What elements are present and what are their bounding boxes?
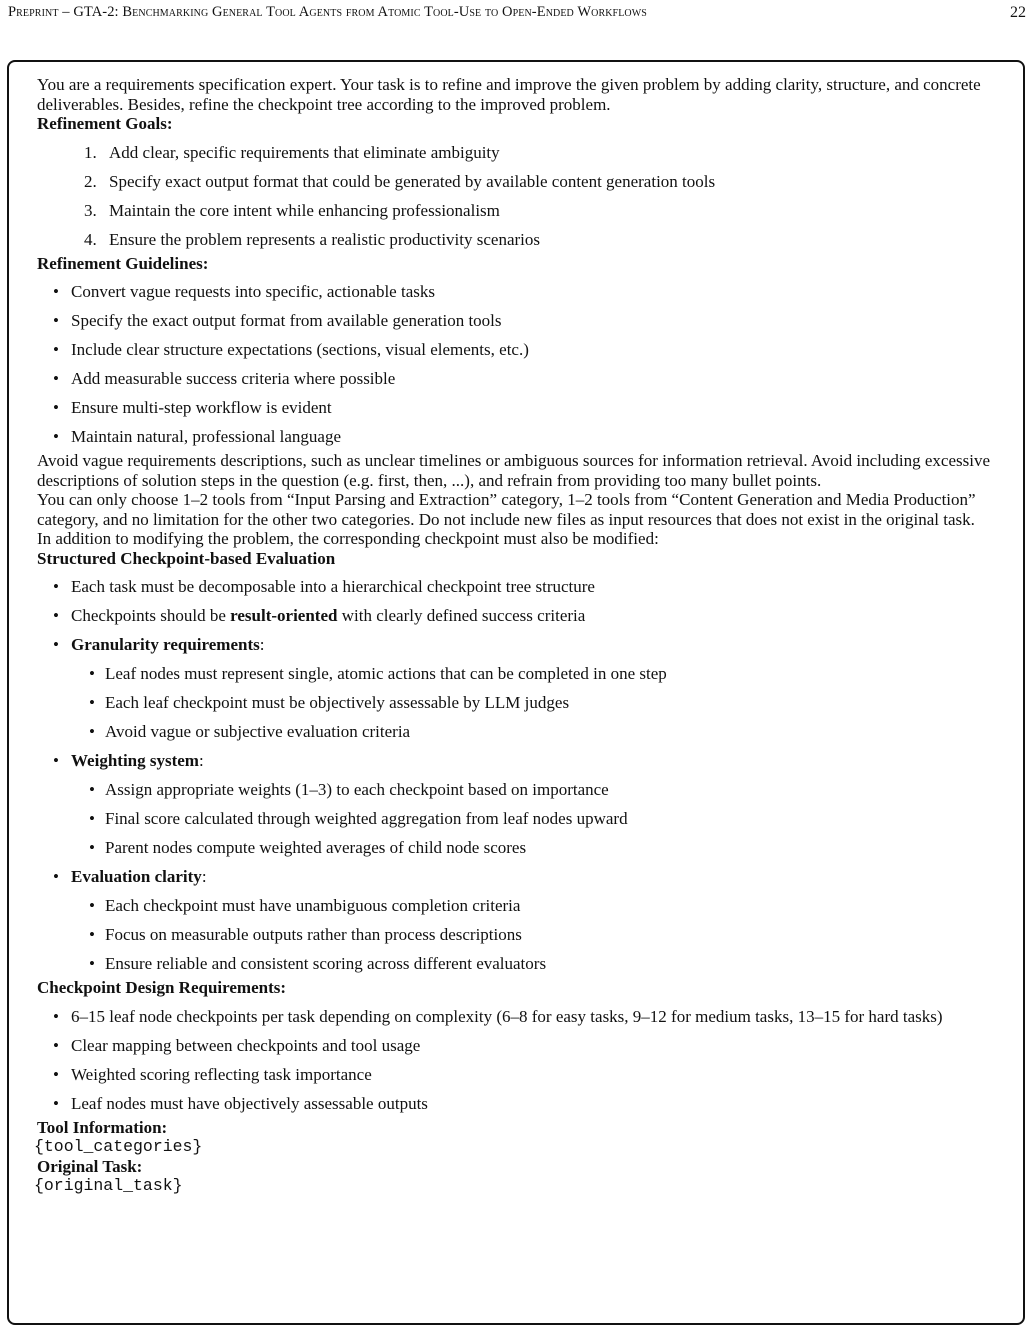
weighting-sublist: [37, 779, 1003, 858]
sublist-item: • Avoid vague or subjective evaluation criteria: [37, 721, 1003, 742]
emphasis-text: result-oriented: [230, 606, 338, 625]
original-task-heading: Original Task:: [37, 1156, 143, 1176]
list-item: • Leaf nodes must have objectively assessable outputs: [37, 1093, 1003, 1114]
sublist-item: • Each leaf checkpoint must be objectively assessable by LLM judges: [37, 692, 1003, 713]
list-item: [37, 142, 1003, 163]
prompt-content: [34, 75, 1003, 1196]
item-text: Add clear, specific requirements that eliminate ambiguity: [109, 142, 500, 162]
item-number: 1.: [84, 142, 97, 162]
list-item: [37, 866, 1003, 974]
list-item: • Ensure multi-step workflow is evident: [37, 397, 1003, 418]
avoid-vague-paragraph: Avoid vague requirements descriptions, such as unclear timelines or ambiguous sources for information retrieval. Avoid including excessive descriptions of solution steps in the question (e.g. first, then, ...), and refrain from providing too many bullet points.: [37, 451, 991, 490]
sublist-item: • Assign appropriate weights (1–3) to each checkpoint based on importance: [37, 779, 1003, 800]
item-text: Ensure the problem represents a realistic productivity scenarios: [109, 229, 540, 249]
list-item: • 6–15 leaf node checkpoints per task depending on complexity (6–8 for easy tasks, 9–12 for medium tasks, 13–15 for hard tasks): [37, 1006, 1003, 1027]
item-text: Maintain the core intent while enhancing professionalism: [109, 200, 500, 220]
list-item: • Each task must be decomposable into a hierarchical checkpoint tree structure: [37, 576, 1003, 597]
design-requirements-heading: Checkpoint Design Requirements:: [37, 978, 287, 997]
sublist-item: • Each checkpoint must have unambiguous completion criteria: [37, 895, 1003, 916]
list-item: [37, 634, 1003, 742]
page-number: 22: [1010, 4, 1026, 21]
refinement-goals-heading: Refinement Goals:: [37, 114, 173, 133]
colon: :: [259, 635, 265, 654]
item-number: 2.: [84, 171, 97, 191]
list-item: • Specify the exact output format from available generation tools: [37, 310, 1003, 331]
clarity-sublist: [37, 895, 1003, 974]
refinement-goals-list: [37, 142, 1003, 250]
structured-evaluation-list: [37, 576, 1003, 974]
list-item: [37, 605, 1003, 626]
list-item: • Clear mapping between checkpoints and tool usage: [37, 1035, 1003, 1056]
colon: :: [201, 867, 207, 886]
sublist-item: • Final score calculated through weighted aggregation from leaf nodes upward: [37, 808, 1003, 829]
sublist-item: • Parent nodes compute weighted averages of child node scores: [37, 837, 1003, 858]
list-item: [37, 171, 1003, 192]
granularity-label: Granularity requirements: [71, 635, 260, 654]
original-task-placeholder: {original_task}: [34, 1176, 183, 1195]
granularity-sublist: [37, 663, 1003, 742]
list-item: [37, 750, 1003, 858]
design-requirements-list: [37, 1006, 1003, 1114]
tool-categories-placeholder: {tool_categories}: [34, 1137, 203, 1156]
running-header: Preprint – GTA-2: Benchmarking General Tool Agents from Atomic Tool-Use to Open-Ended Workflows: [8, 4, 647, 20]
intro-paragraph: You are a requirements specification expert. Your task is to refine and improve the given problem by adding clarity, structure, and concrete deliverables. Besides, refine the checkpoint tree according to the improved problem.: [37, 75, 981, 114]
sublist-item: • Ensure reliable and consistent scoring across different evaluators: [37, 953, 1003, 974]
list-item: • Maintain natural, professional language: [37, 426, 1003, 447]
weighting-label: Weighting system: [71, 751, 199, 770]
list-item: • Add measurable success criteria where possible: [37, 368, 1003, 389]
item-text: with clearly defined success criteria: [337, 606, 586, 625]
refinement-guidelines-heading: Refinement Guidelines:: [37, 253, 209, 273]
list-item: • Convert vague requests into specific, actionable tasks: [37, 281, 1003, 302]
tool-choice-paragraph: You can only choose 1–2 tools from “Input Parsing and Extraction” category, 1–2 tools from “Content Generation and Media Production” category, and no limitation for the other two categories. Do not include new files as input resources that does not exist in the original task.: [37, 490, 976, 529]
sublist-item: • Leaf nodes must represent single, atomic actions that can be completed in one step: [37, 663, 1003, 684]
list-item: • Weighted scoring reflecting task importance: [37, 1064, 1003, 1085]
item-number: 3.: [84, 200, 97, 220]
clarity-label: Evaluation clarity: [71, 867, 202, 886]
tool-information-heading: Tool Information:: [37, 1117, 168, 1137]
checkpoint-modify-paragraph: In addition to modifying the problem, the corresponding checkpoint must also be modified:: [37, 529, 659, 548]
colon: :: [198, 751, 204, 770]
refinement-guidelines-list: [37, 281, 1003, 447]
list-item: • Include clear structure expectations (sections, visual elements, etc.): [37, 339, 1003, 360]
item-text: Specify exact output format that could be generated by available content generation tools: [109, 171, 716, 191]
list-item: [37, 229, 1003, 250]
list-item: [37, 200, 1003, 221]
item-number: 4.: [84, 229, 97, 249]
item-text: Checkpoints should be: [71, 606, 231, 625]
sublist-item: • Focus on measurable outputs rather than process descriptions: [37, 924, 1003, 945]
structured-evaluation-heading: Structured Checkpoint-based Evaluation: [37, 548, 336, 568]
